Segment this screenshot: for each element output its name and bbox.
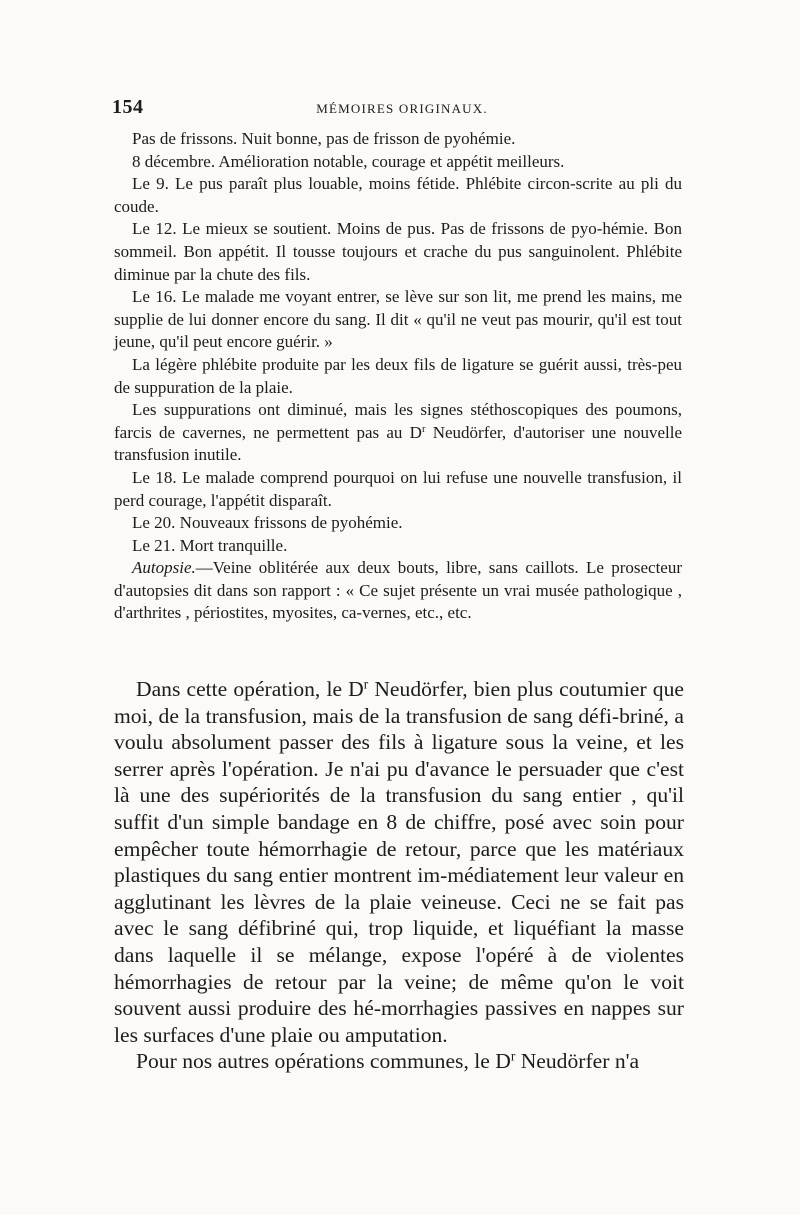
note-paragraph: Le 18. Le malade comprend pourquoi on lui refuse une nouvelle transfusion, il perd courage, l'appétit disparaît. (114, 467, 682, 510)
main-text (114, 676, 684, 1075)
note-paragraph: Le 20. Nouveaux frissons de pyohémie. (132, 513, 403, 533)
autopsy-paragraph (114, 557, 682, 625)
superscript: r (510, 1048, 516, 1064)
superscript: r (363, 676, 369, 692)
note-text: —Veine oblitérée aux deux bouts, libre, sans caillots. Le prosecteur d'autopsies dit dans son rapport : « Ce sujet présente un vrai musée pathologique , d'arthrites , périostites, myosites, ca-vernes, etc., etc. (114, 558, 682, 623)
body-paragraph (114, 676, 684, 1048)
body-text: Dans cette opération, le D (136, 677, 364, 701)
running-head: MÉMOIRES ORIGINAUX. (316, 101, 488, 116)
autopsy-label: Autopsie. (132, 558, 196, 578)
note-paragraph: 8 décembre. Amélioration notable, courage et appétit meilleurs. (132, 151, 565, 171)
note-paragraph: Le 21. Mort tranquille. (132, 535, 288, 555)
case-notes (114, 128, 682, 625)
superscript: r (421, 423, 426, 435)
body-paragraph (114, 1048, 684, 1075)
note-paragraph: Le 9. Le pus paraît plus louable, moins fétide. Phlébite circon-scrite au pli du coude. (114, 174, 682, 216)
note-text: Neudörfer, d'autoriser une nouvelle transfusion inutile. (114, 422, 682, 465)
page-header (112, 96, 692, 122)
note-paragraph: Le 12. Le mieux se soutient. Moins de pus. Pas de frissons de pyo-hémie. Bon sommeil. Bon appétit. Il tousse toujours et crache du pus sanguinolent. Phlébite diminue par la chute des fils. (114, 219, 682, 284)
page-number: 154 (112, 96, 144, 118)
note-paragraph: La légère phlébite produite par les deux fils de ligature se guérit aussi, très-peu de suppuration de la plaie. (114, 354, 682, 397)
body-text: Neudörfer n'a (515, 1049, 640, 1074)
body-text: Pour nos autres opérations communes, le D (136, 1049, 511, 1074)
note-paragraph: Pas de frissons. Nuit bonne, pas de frisson de pyohémie. (132, 129, 516, 148)
note-paragraph: Le 16. Le malade me voyant entrer, se lève sur son lit, me prend les mains, me supplie de lui donner encore du sang. Il dit « qu'il ne veut pas mourir, qu'il est tout jeune, qu'il peut encore guérir. » (114, 287, 682, 352)
body-text: Neudörfer, bien plus coutumier que moi, de la transfusion, mais de la transfusion de sang défi-briné, a voulu absolument passer des fils à ligature sous la veine, et les serrer après l'opération. Je n'ai pu d'avance le persuader que c'est là une des supériorités de la transfusion du sang entier , qu'il suffit d'un simple bandage en 8 de chiffre, posé avec soin pour empêcher toute hémorrhagie de retour, parce que les matériaux plastiques du sang entier montrent im-médiatement leur valeur en agglutinant les lèvres de la plaie veineuse. Ceci ne se fait pas avec le sang défibriné qui, trop liquide, et liquéfiant la masse dans laquelle il se mélange, expose l'opéré à de violentes hémorrhagies de retour par la veine; de même qu'on le voit souvent aussi produire des hé-morrhagies passives en nappes sur les surfaces d'une plaie ou amputation. (114, 677, 684, 1047)
note-paragraph (114, 399, 682, 467)
note-text: Les suppurations ont diminué, mais les signes stéthoscopiques des poumons, farcis de cavernes, ne permettent pas au D (114, 400, 682, 442)
